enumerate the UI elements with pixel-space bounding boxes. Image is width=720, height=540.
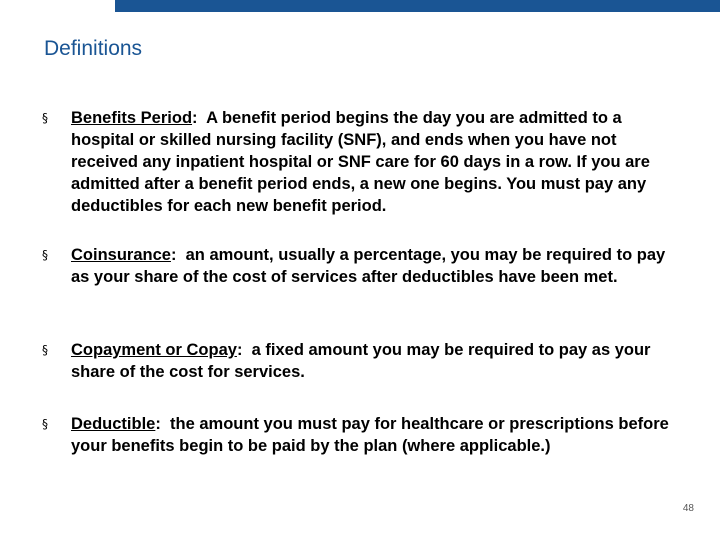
definition-term: Coinsurance <box>71 246 171 264</box>
bullet-icon: § <box>42 111 48 125</box>
header-accent-bar <box>115 0 720 12</box>
definition-text <box>71 244 682 288</box>
definition-term: Copayment or Copay <box>71 341 237 359</box>
bullet-icon: § <box>42 343 48 357</box>
bullet-icon: § <box>42 417 48 431</box>
definition-body: the amount you must pay for healthcare or prescriptions before your benefits begin to be paid by the plan (where applicable.) <box>71 415 669 455</box>
definition-separator: : <box>155 415 171 433</box>
page-number: 48 <box>682 503 694 514</box>
definition-body: A benefit period begins the day you are admitted to a hospital or skilled nursing facility (SNF), and ends when you have not received any inpatient hospital or SNF care for 60 days in a row. If you are admitted after a benefit period ends, a new one begins. You must pay any deductibles for each new benefit period. <box>71 109 650 215</box>
definition-term: Benefits Period <box>71 109 193 127</box>
definition-separator: : <box>236 341 252 359</box>
definition-term: Deductible <box>71 415 156 433</box>
definition-separator: : <box>170 246 186 264</box>
slide-title: Definitions <box>44 37 143 60</box>
definition-body: an amount, usually a percentage, you may be required to pay as your share of the cost of services after deductibles have been met. <box>71 246 666 286</box>
bullet-icon: § <box>42 248 48 262</box>
definition-body: a fixed amount you may be required to pay as your share of the cost for services. <box>71 341 651 381</box>
definition-text <box>71 339 682 383</box>
definition-separator: : <box>192 109 207 127</box>
definition-text <box>71 413 682 457</box>
definition-text <box>71 107 682 217</box>
